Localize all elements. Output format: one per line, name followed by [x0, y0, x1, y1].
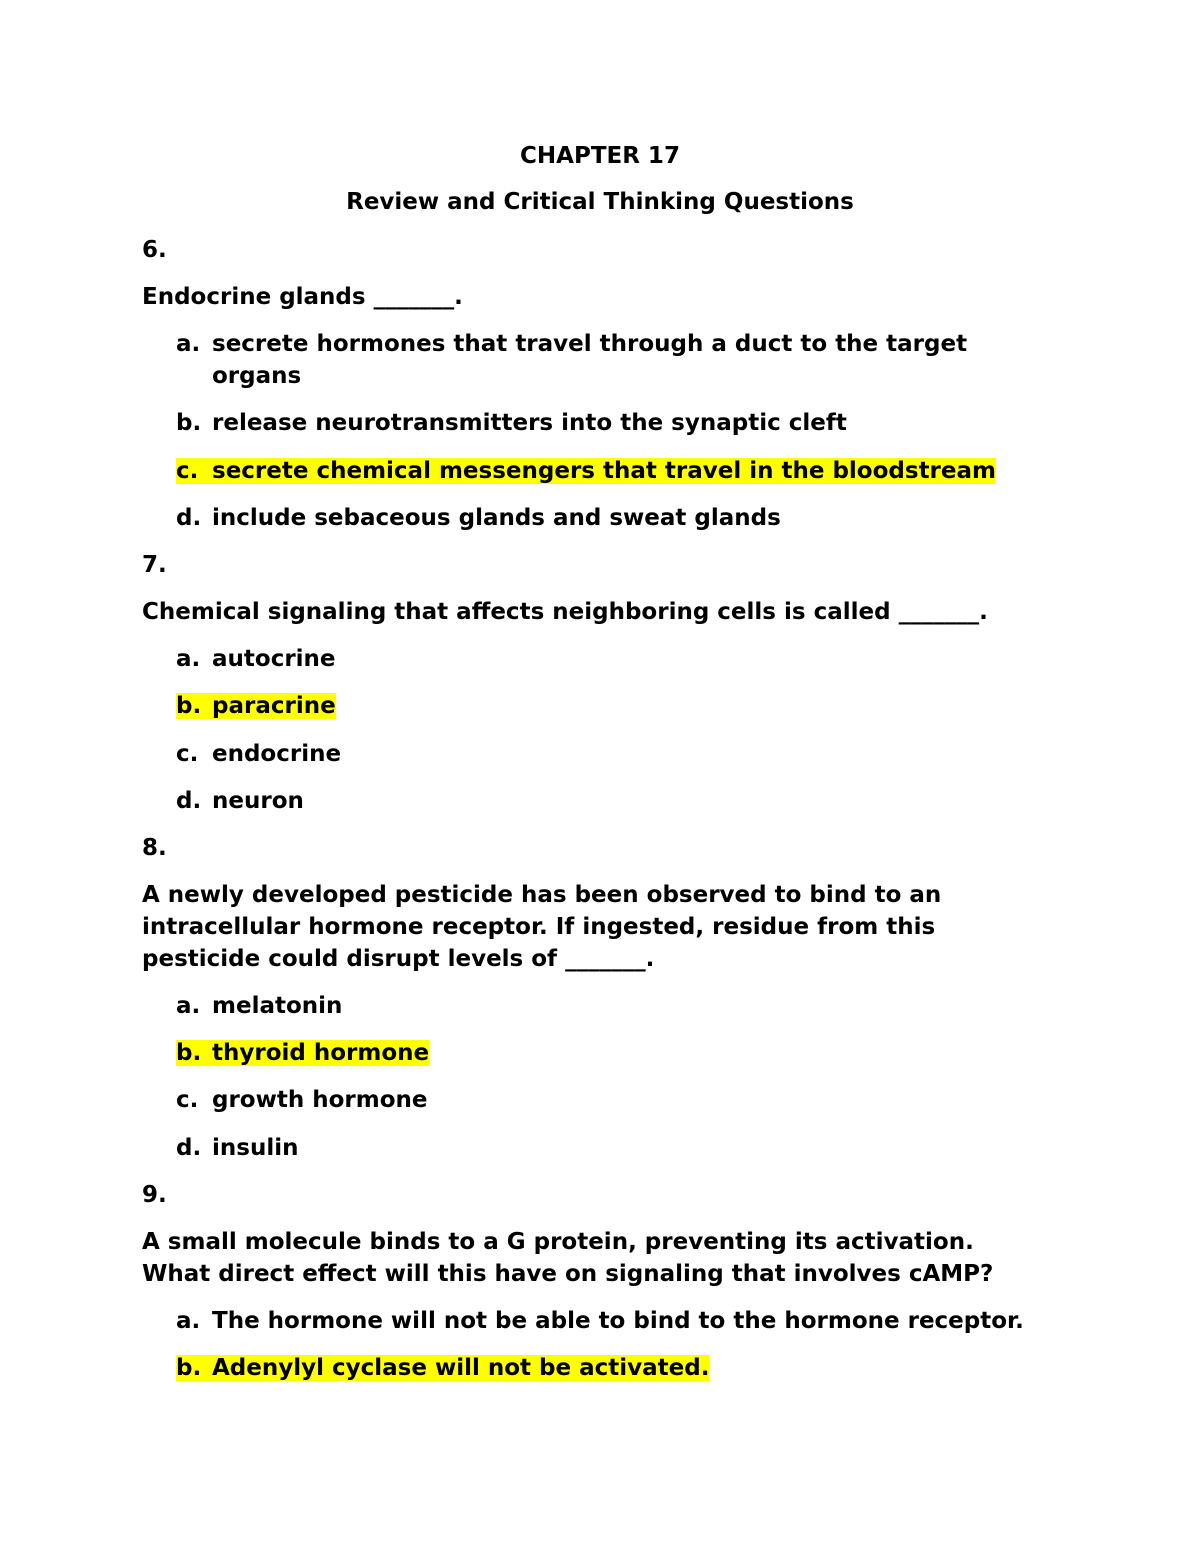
option-letter: c.	[176, 458, 199, 484]
option-letter: d.	[176, 788, 202, 814]
option-letter: b.	[176, 693, 202, 719]
question-stem: What direct effect will this have on signaling that involves cAMP?	[142, 1261, 994, 1287]
option-text: autocrine	[212, 646, 336, 672]
option-letter: c.	[176, 741, 199, 767]
answer-option	[176, 738, 341, 770]
question-number: 8.	[142, 835, 167, 861]
option-letter: a.	[176, 646, 201, 672]
option-letter: b.	[176, 1355, 202, 1381]
answer-option	[176, 785, 304, 817]
answer-option-correct	[176, 1352, 709, 1384]
question-stem: Chemical signaling that affects neighboring cells is called _______.	[142, 599, 988, 625]
question-stem: intracellular hormone receptor. If ingested, residue from this	[142, 914, 936, 940]
option-letter: a.	[176, 331, 201, 357]
option-text: endocrine	[212, 741, 342, 767]
option-text-continuation: organs	[212, 363, 302, 389]
option-text: growth hormone	[212, 1087, 428, 1113]
option-text: Adenylyl cyclase will not be activated.	[212, 1355, 710, 1381]
option-letter: a.	[176, 993, 201, 1019]
answer-option	[176, 502, 781, 534]
question-number: 9.	[142, 1182, 167, 1208]
answer-option	[176, 407, 847, 439]
answer-option	[176, 328, 967, 360]
answer-option-correct	[176, 690, 336, 722]
answer-option	[176, 643, 336, 675]
option-text: thyroid hormone	[212, 1040, 430, 1066]
option-text: include sebaceous glands and sweat glands	[212, 505, 781, 531]
option-letter: d.	[176, 505, 202, 531]
question-stem: pesticide could disrupt levels of _______.	[142, 946, 655, 972]
option-letter: d.	[176, 1135, 202, 1161]
option-text: The hormone will not be able to bind to the hormone receptor.	[212, 1308, 1024, 1334]
answer-option	[176, 1132, 298, 1164]
option-text: insulin	[212, 1135, 299, 1161]
answer-option-correct	[176, 1037, 429, 1069]
option-text: secrete chemical messengers that travel in the bloodstream	[212, 458, 996, 484]
chapter-title: CHAPTER 17	[520, 143, 680, 169]
option-text: paracrine	[212, 693, 336, 719]
option-letter: b.	[176, 410, 202, 436]
section-subtitle: Review and Critical Thinking Questions	[346, 189, 854, 215]
answer-option-correct	[176, 455, 996, 487]
question-stem: Endocrine glands _______.	[142, 284, 463, 310]
question-stem: A small molecule binds to a G protein, preventing its activation.	[142, 1229, 974, 1255]
option-letter: c.	[176, 1087, 199, 1113]
answer-option	[176, 990, 342, 1022]
option-text: neuron	[212, 788, 304, 814]
answer-option	[176, 1305, 1024, 1337]
option-letter: b.	[176, 1040, 202, 1066]
question-stem: A newly developed pesticide has been observed to bind to an	[142, 882, 942, 908]
answer-option	[176, 1084, 428, 1116]
question-number: 7.	[142, 552, 167, 578]
option-text: secrete hormones that travel through a duct to the target	[212, 331, 968, 357]
option-text: melatonin	[212, 993, 343, 1019]
option-text: release neurotransmitters into the synaptic cleft	[212, 410, 847, 436]
option-letter: a.	[176, 1308, 201, 1334]
question-number: 6.	[142, 237, 167, 263]
